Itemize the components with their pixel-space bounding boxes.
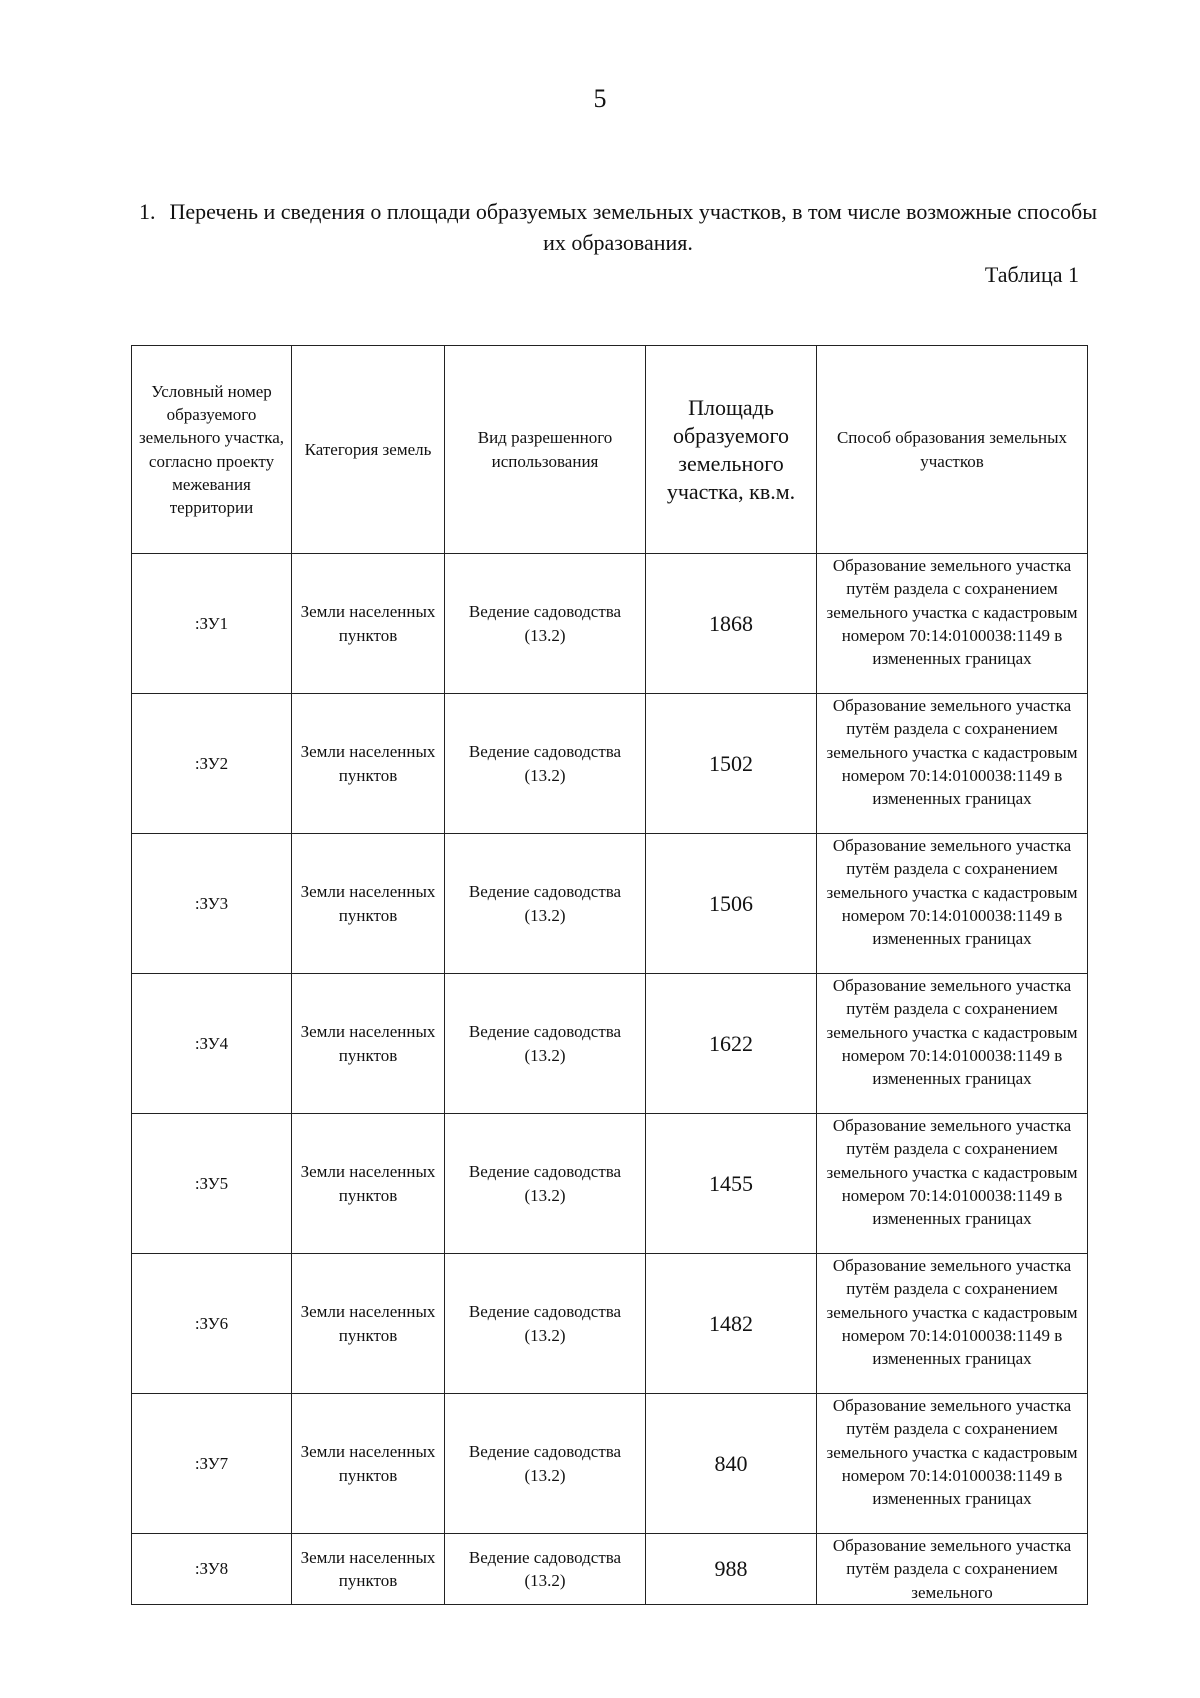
cell-permitted-use: Ведение садоводства (13.2) — [445, 1254, 646, 1394]
cell-plot-number: :ЗУ7 — [132, 1394, 292, 1534]
cell-formation-method-text: Образование земельного участка путём раздела с сохранением земельного — [832, 1536, 1072, 1602]
cell-permitted-use: Ведение садоводства (13.2) — [445, 694, 646, 834]
table-row — [132, 974, 1088, 1114]
section-heading-number: 1. — [139, 199, 156, 224]
cell-area: 1482 — [646, 1254, 817, 1394]
header-land-category: Категория земель — [292, 346, 445, 554]
cell-area: 1455 — [646, 1114, 817, 1254]
cell-plot-number: :ЗУ3 — [132, 834, 292, 974]
table-row — [132, 694, 1088, 834]
header-plot-number: Условный номер образуемого земельного участка, согласно проекту межевания территории — [132, 346, 292, 554]
table-row — [132, 834, 1088, 974]
cell-permitted-use: Ведение садоводства (13.2) — [445, 974, 646, 1114]
cell-permitted-use: Ведение садоводства (13.2) — [445, 1114, 646, 1254]
header-area: Площадь образуемого земельного участка, кв.м. — [646, 346, 817, 554]
header-formation-method: Способ образования земельных участков — [817, 346, 1088, 554]
cell-land-category: Земли населенных пунктов — [292, 1114, 445, 1254]
table-row — [132, 1394, 1088, 1534]
cell-plot-number: :ЗУ4 — [132, 974, 292, 1114]
table-caption: Таблица 1 — [984, 262, 1079, 287]
page-number: 5 — [593, 84, 607, 113]
cell-formation-method: Образование земельного участка путём раздела с сохранением земельного участка с кадастровым номером 70:14:0100038:1149 в измененных границах — [817, 834, 1088, 974]
cell-land-category: Земли населенных пунктов — [292, 554, 445, 694]
cell-land-category: Земли населенных пунктов — [292, 694, 445, 834]
cell-land-category: Земли населенных пунктов — [292, 834, 445, 974]
cell-area: 988 — [646, 1534, 817, 1605]
cell-formation-method: Образование земельного участка путём раздела с сохранением земельного участка с кадастровым номером 70:14:0100038:1149 в измененных границах — [817, 1394, 1088, 1534]
cell-permitted-use: Ведение садоводства (13.2) — [445, 554, 646, 694]
cell-plot-number: :ЗУ6 — [132, 1254, 292, 1394]
cell-area: 1502 — [646, 694, 817, 834]
cell-plot-number: :ЗУ8 — [132, 1534, 292, 1605]
header-permitted-use: Вид разрешенного использования — [445, 346, 646, 554]
table-row — [132, 1534, 1088, 1605]
cell-formation-method: Образование земельного участка путём раздела с сохранением земельного участка с кадастровым номером 70:14:0100038:1149 в измененных границах — [817, 1114, 1088, 1254]
table-row — [132, 554, 1088, 694]
land-plots-table — [131, 345, 1088, 1605]
cell-land-category: Земли населенных пунктов — [292, 1394, 445, 1534]
cell-plot-number: :ЗУ5 — [132, 1114, 292, 1254]
cell-area: 1868 — [646, 554, 817, 694]
cell-formation-method — [817, 1534, 1088, 1605]
table-row — [132, 1114, 1088, 1254]
cell-permitted-use: Ведение садоводства (13.2) — [445, 834, 646, 974]
cell-area: 1506 — [646, 834, 817, 974]
table-row — [132, 1254, 1088, 1394]
section-heading — [128, 196, 1108, 258]
cell-area: 840 — [646, 1394, 817, 1534]
cell-land-category: Земли населенных пунктов — [292, 974, 445, 1114]
cell-formation-method: Образование земельного участка путём раздела с сохранением земельного участка с кадастровым номером 70:14:0100038:1149 в измененных границах — [817, 1254, 1088, 1394]
cell-permitted-use: Ведение садоводства (13.2) — [445, 1534, 646, 1605]
cell-formation-method: Образование земельного участка путём раздела с сохранением земельного участка с кадастровым номером 70:14:0100038:1149 в измененных границах — [817, 554, 1088, 694]
cell-formation-method: Образование земельного участка путём раздела с сохранением земельного участка с кадастровым номером 70:14:0100038:1149 в измененных границах — [817, 694, 1088, 834]
cell-plot-number: :ЗУ2 — [132, 694, 292, 834]
cell-land-category: Земли населенных пунктов — [292, 1254, 445, 1394]
cell-land-category: Земли населенных пунктов — [292, 1534, 445, 1605]
cell-area: 1622 — [646, 974, 817, 1114]
section-heading-text: Перечень и сведения о площади образуемых земельных участков, в том числе возможные способы их образования. — [169, 199, 1097, 255]
cell-plot-number: :ЗУ1 — [132, 554, 292, 694]
cell-formation-method: Образование земельного участка путём раздела с сохранением земельного участка с кадастровым номером 70:14:0100038:1149 в измененных границах — [817, 974, 1088, 1114]
cell-permitted-use: Ведение садоводства (13.2) — [445, 1394, 646, 1534]
table-header-row — [132, 346, 1088, 554]
